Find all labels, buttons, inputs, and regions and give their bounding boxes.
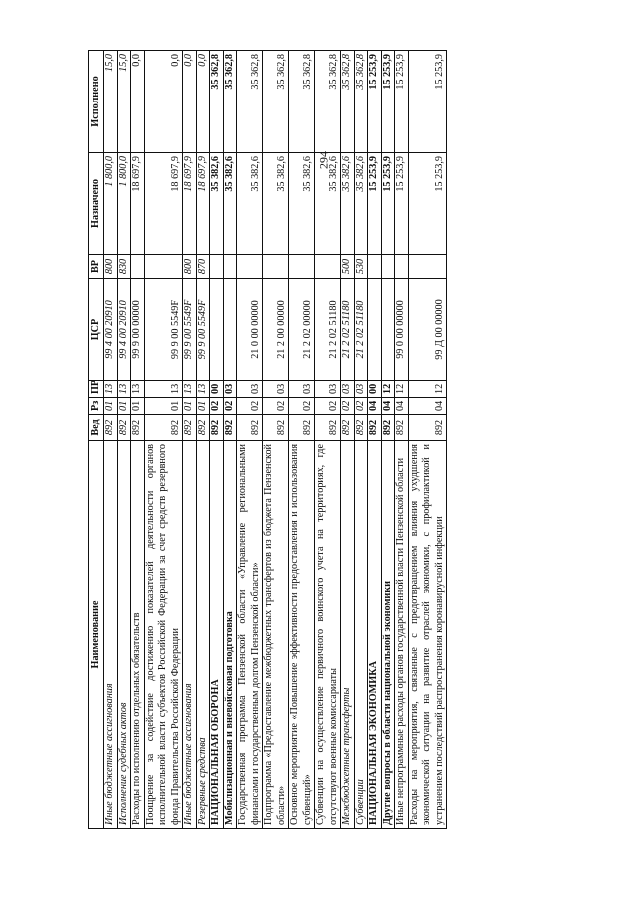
row-rz: 01 (104, 398, 118, 415)
page-number: 294 (316, 151, 331, 169)
table-row (183, 51, 197, 829)
row-csr: 99 9 00 5549F (196, 279, 210, 381)
row-name: Поощрение за содействие достижению показателей деятельности органов исполнительной власти субъектов Российской Федерации за счет средств резервного фонда Правительства Российской Федерации (144, 441, 183, 829)
row-csr: 21 0 00 00000 (237, 279, 263, 381)
row-name: НАЦИОНАЛЬНАЯ ЭКОНОМИКА (368, 441, 382, 829)
row-assigned: 35 382,6 (289, 153, 315, 255)
row-assigned: 15 253,9 (408, 153, 447, 255)
row-pr: 12 (408, 381, 447, 398)
row-ved: 892 (354, 415, 368, 441)
table-row (395, 51, 409, 829)
row-executed: 0,0 (183, 51, 197, 153)
table-row (263, 51, 289, 829)
row-name: Межбюджетные трансферты (341, 441, 355, 829)
table-body (104, 51, 447, 829)
row-csr: 99 9 00 00000 (131, 279, 145, 381)
header-name: Наименование (89, 441, 104, 829)
table-row (237, 51, 263, 829)
row-ved: 892 (263, 415, 289, 441)
row-executed: 15,0 (117, 51, 131, 153)
row-csr (368, 279, 382, 381)
row-vr: 800 (104, 255, 118, 279)
row-executed: 15,0 (104, 51, 118, 153)
row-rz: 04 (408, 398, 447, 415)
table-row (144, 51, 183, 829)
table-row (131, 51, 145, 829)
row-pr: 13 (131, 381, 145, 398)
row-pr: 13 (196, 381, 210, 398)
row-csr: 99 4 00 20910 (104, 279, 118, 381)
row-pr: 13 (104, 381, 118, 398)
row-name: Иные непрограммные расходы органов государственной власти Пензенской области (395, 441, 409, 829)
row-executed: 35 362,8 (263, 51, 289, 153)
row-ved: 892 (196, 415, 210, 441)
row-rz: 02 (289, 398, 315, 415)
row-name: Расходы на мероприятия, связанные с предотвращением влияния ухудшения экономической ситуации на развитие отраслей экономики, с профилактикой и устранением последствий распространения коронавирусной инфекции (408, 441, 447, 829)
row-pr: 12 (381, 381, 395, 398)
row-assigned: 35 382,6 (341, 153, 355, 255)
row-csr: 99 Д 00 00000 (408, 279, 447, 381)
row-ved: 892 (381, 415, 395, 441)
row-name: Государственная программа Пензенской области «Управление региональными финансами и государственным долгом Пензенской области» (237, 441, 263, 829)
row-ved: 892 (368, 415, 382, 441)
row-ved: 892 (341, 415, 355, 441)
row-csr: 21 2 02 51180 (341, 279, 355, 381)
row-executed: 15 253,9 (395, 51, 409, 153)
table-row (368, 51, 382, 829)
row-rz: 01 (196, 398, 210, 415)
row-pr: 03 (354, 381, 368, 398)
row-assigned: 15 253,9 (368, 153, 382, 255)
row-executed: 35 362,8 (341, 51, 355, 153)
row-csr: 21 2 00 00000 (263, 279, 289, 381)
row-ved: 892 (395, 415, 409, 441)
row-csr: 99 9 00 5549F (144, 279, 183, 381)
row-rz: 02 (210, 398, 224, 415)
row-assigned: 18 697,9 (144, 153, 183, 255)
row-pr: 13 (117, 381, 131, 398)
header-pr: ПР (89, 381, 104, 398)
row-vr (368, 255, 382, 279)
row-vr (237, 255, 263, 279)
row-vr: 500 (341, 255, 355, 279)
row-rz: 04 (381, 398, 395, 415)
row-assigned: 1 800,0 (104, 153, 118, 255)
row-vr (315, 255, 341, 279)
table-row (223, 51, 237, 829)
row-csr: 21 2 02 51180 (354, 279, 368, 381)
row-executed: 35 362,8 (354, 51, 368, 153)
row-vr: 530 (354, 255, 368, 279)
row-vr (408, 255, 447, 279)
row-assigned: 35 382,6 (263, 153, 289, 255)
table-row (341, 51, 355, 829)
row-assigned: 15 253,9 (381, 153, 395, 255)
row-csr: 21 2 02 00000 (289, 279, 315, 381)
row-ved: 892 (144, 415, 183, 441)
row-assigned: 18 697,9 (183, 153, 197, 255)
row-ved: 892 (315, 415, 341, 441)
row-pr: 03 (315, 381, 341, 398)
row-csr: 99 4 00 20910 (117, 279, 131, 381)
budget-table-rotated (88, 51, 612, 829)
row-assigned: 1 800,0 (117, 153, 131, 255)
row-name: Субвенции (354, 441, 368, 829)
row-executed: 15 253,9 (368, 51, 382, 153)
row-rz: 04 (395, 398, 409, 415)
table-row (354, 51, 368, 829)
row-vr (131, 255, 145, 279)
row-pr: 00 (368, 381, 382, 398)
row-ved: 892 (408, 415, 447, 441)
row-ved: 892 (104, 415, 118, 441)
row-rz: 01 (131, 398, 145, 415)
row-name: Иные бюджетные ассигнования (104, 441, 118, 829)
row-vr (223, 255, 237, 279)
row-executed: 0,0 (131, 51, 145, 153)
row-rz: 04 (368, 398, 382, 415)
row-pr: 03 (223, 381, 237, 398)
row-name: Мобилизационная и вневойсковая подготовка (223, 441, 237, 829)
row-csr (381, 279, 395, 381)
row-pr: 12 (395, 381, 409, 398)
row-vr (395, 255, 409, 279)
row-name: Расходы по исполнению отдельных обязательств (131, 441, 145, 829)
row-assigned: 35 382,6 (210, 153, 224, 255)
row-assigned: 18 697,9 (131, 153, 145, 255)
row-name: Основное мероприятие «Повышение эффективности предоставления и использования субвенций» (289, 441, 315, 829)
row-pr: 00 (210, 381, 224, 398)
row-assigned: 35 382,6 (354, 153, 368, 255)
header-vr: ВР (89, 255, 104, 279)
row-pr: 03 (341, 381, 355, 398)
row-csr: 21 2 02 51180 (315, 279, 341, 381)
row-name: Резервные средства (196, 441, 210, 829)
row-executed: 15 253,9 (381, 51, 395, 153)
row-vr: 800 (183, 255, 197, 279)
header-csr: ЦСР (89, 279, 104, 381)
row-rz: 02 (223, 398, 237, 415)
row-ved: 892 (131, 415, 145, 441)
row-pr: 03 (237, 381, 263, 398)
row-vr (144, 255, 183, 279)
row-pr: 03 (289, 381, 315, 398)
row-executed: 35 362,8 (223, 51, 237, 153)
row-name: Другие вопросы в области национальной экономики (381, 441, 395, 829)
row-assigned: 15 253,9 (395, 153, 409, 255)
row-executed: 35 362,8 (210, 51, 224, 153)
row-executed: 0,0 (144, 51, 183, 153)
row-pr: 13 (183, 381, 197, 398)
row-rz: 01 (117, 398, 131, 415)
row-vr (263, 255, 289, 279)
header-rz: Рз (89, 398, 104, 415)
table-header-row (89, 51, 104, 829)
row-name: Исполнение судебных актов (117, 441, 131, 829)
row-vr: 870 (196, 255, 210, 279)
row-rz: 02 (263, 398, 289, 415)
row-executed: 15 253,9 (408, 51, 447, 153)
table-row (196, 51, 210, 829)
row-csr: 99 0 00 00000 (395, 279, 409, 381)
table-row (381, 51, 395, 829)
header-executed: Исполнено (89, 51, 104, 153)
table-row (104, 51, 118, 829)
row-assigned: 35 382,6 (223, 153, 237, 255)
row-rz: 02 (354, 398, 368, 415)
row-executed: 35 362,8 (315, 51, 341, 153)
row-rz: 02 (341, 398, 355, 415)
table-row (408, 51, 447, 829)
row-rz: 01 (144, 398, 183, 415)
row-ved: 892 (210, 415, 224, 441)
row-rz: 01 (183, 398, 197, 415)
row-assigned: 18 697,9 (196, 153, 210, 255)
row-name: НАЦИОНАЛЬНАЯ ОБОРОНА (210, 441, 224, 829)
row-csr: 99 9 00 5549F (183, 279, 197, 381)
header-ved: Вед (89, 415, 104, 441)
table-row (289, 51, 315, 829)
row-executed: 35 362,8 (237, 51, 263, 153)
row-name: Субвенции на осуществление первичного воинского учета на территориях, где отсутствуют военные комиссариаты (315, 441, 341, 829)
row-ved: 892 (117, 415, 131, 441)
row-ved: 892 (223, 415, 237, 441)
budget-table (88, 50, 447, 829)
row-pr: 13 (144, 381, 183, 398)
table-row (117, 51, 131, 829)
row-ved: 892 (183, 415, 197, 441)
row-rz: 02 (237, 398, 263, 415)
row-assigned: 35 382,6 (315, 153, 341, 255)
row-ved: 892 (237, 415, 263, 441)
table-row (210, 51, 224, 829)
row-vr (289, 255, 315, 279)
row-pr: 03 (263, 381, 289, 398)
row-vr (381, 255, 395, 279)
row-executed: 35 362,8 (289, 51, 315, 153)
row-csr (223, 279, 237, 381)
header-assigned: Назначено (89, 153, 104, 255)
row-csr (210, 279, 224, 381)
row-vr (210, 255, 224, 279)
row-ved: 892 (289, 415, 315, 441)
row-name: Иные бюджетные ассигнования (183, 441, 197, 829)
row-rz: 02 (315, 398, 341, 415)
row-assigned: 35 382,6 (237, 153, 263, 255)
table-row (315, 51, 341, 829)
row-vr: 830 (117, 255, 131, 279)
row-name: Подпрограмма «Предоставление межбюджетных трансфертов из бюджета Пензенской области» (263, 441, 289, 829)
row-executed: 0,0 (196, 51, 210, 153)
